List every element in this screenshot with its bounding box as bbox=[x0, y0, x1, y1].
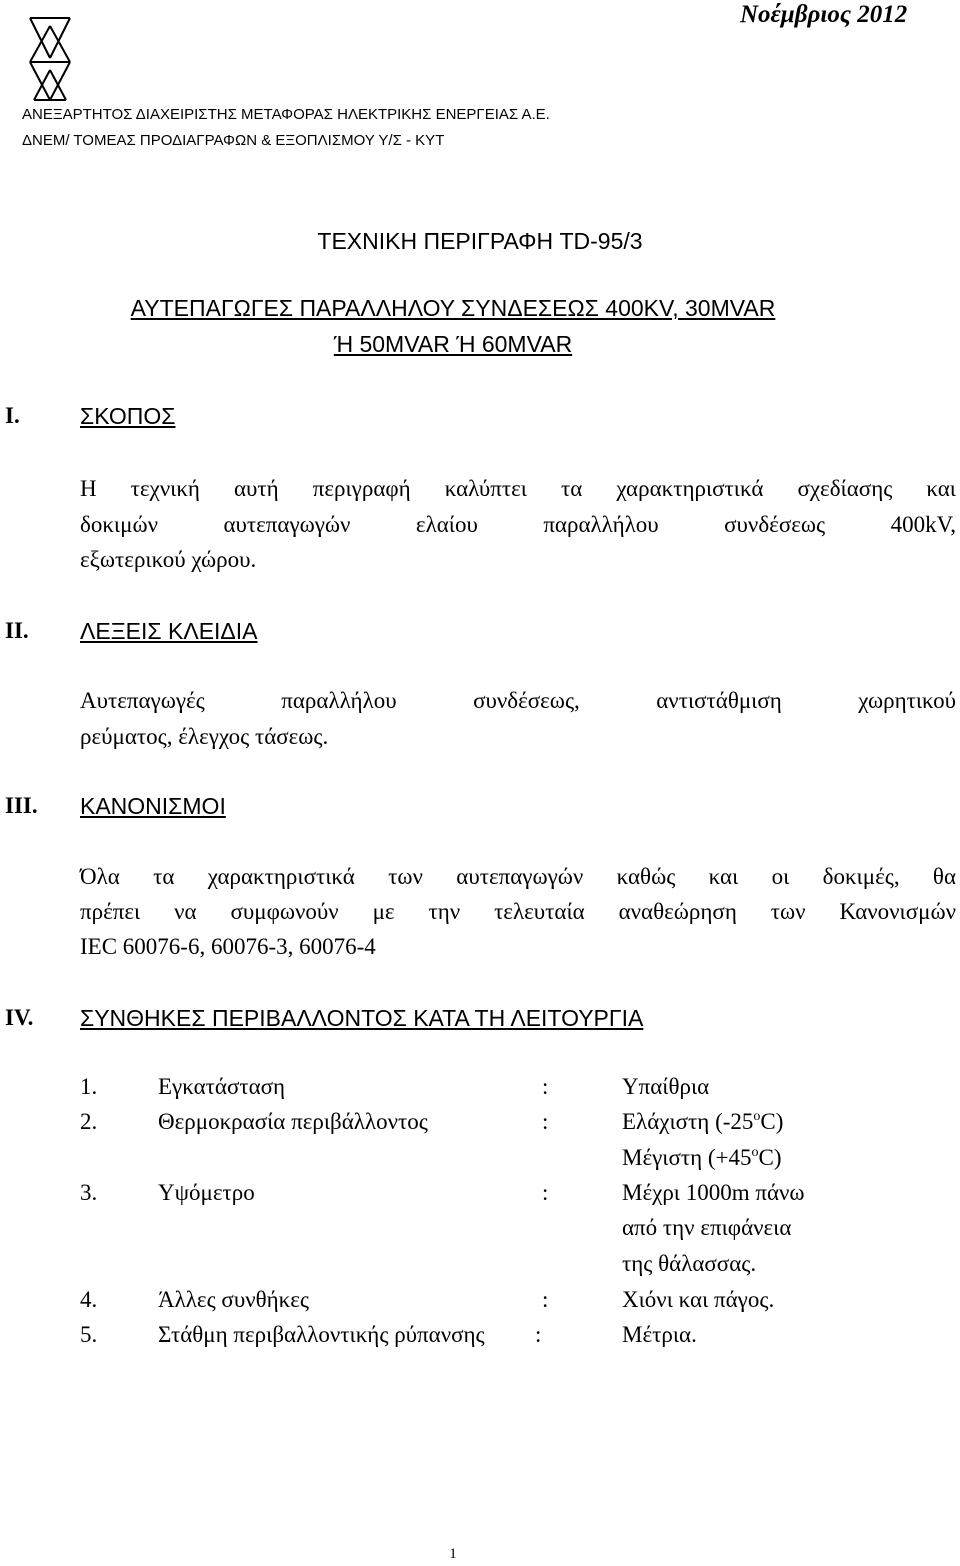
degree-superscript: ο bbox=[751, 1145, 759, 1160]
department-name: ΔΝΕΜ/ ΤΟΜΕΑΣ ΠΡΟΔΙΑΓΡΑΦΩΝ & ΕΞΟΠΛΙΣΜΟΥ Υ/Σ - ΚΥΤ bbox=[22, 132, 445, 149]
section-2-title: ΛΕΞΕΙΣ ΚΛΕΙΔΙΑ bbox=[80, 618, 258, 644]
condition-value-line: από την επιφάνεια bbox=[622, 1215, 792, 1240]
condition-value-line: της θάλασσας. bbox=[622, 1251, 757, 1276]
section-3-text-line: πρέπει να συμφωνούν με την τελευταία αναθεώρηση των Κανονισμών bbox=[80, 899, 956, 924]
condition-number: 1. bbox=[80, 1074, 98, 1099]
condition-colon: : bbox=[542, 1109, 549, 1134]
document-date: Νοέμβριος 2012 bbox=[740, 1, 908, 28]
section-2-number: II. bbox=[5, 618, 29, 643]
condition-value-min bbox=[622, 1107, 783, 1137]
condition-colon: : bbox=[535, 1322, 542, 1347]
condition-value-unit: C) bbox=[760, 1109, 784, 1134]
condition-label: Άλλες συνθήκες bbox=[158, 1287, 310, 1312]
condition-value: Υπαίθρια bbox=[622, 1074, 710, 1099]
document-subtitle-line1: ΑΥΤΕΠΑΓΩΓΕΣ ΠΑΡΑΛΛΗΛΟΥ ΣΥΝΔΕΣΕΩΣ 400KV, 30MVAR bbox=[130, 295, 776, 321]
section-1-text-line: Η τεχνική αυτή περιγραφή καλύπτει τα χαρακτηριστικά σχεδίασης και bbox=[80, 476, 956, 501]
section-1-text-line: δοκιμών αυτεπαγωγών ελαίου παραλλήλου συνδέσεως 400kV, bbox=[80, 512, 956, 537]
condition-value: Μέτρια. bbox=[622, 1322, 697, 1347]
company-logo bbox=[22, 14, 78, 104]
condition-value-unit: C) bbox=[758, 1145, 782, 1170]
section-3-text-line: Όλα τα χαρακτηριστικά των αυτεπαγωγών καθώς και οι δοκιμές, θα bbox=[80, 864, 956, 889]
condition-label: Θερμοκρασία περιβάλλοντος bbox=[158, 1109, 428, 1134]
section-1-title: ΣΚΟΠΟΣ bbox=[80, 403, 176, 429]
document-subtitle-line2: Ή 50MVAR Ή 60MVAR bbox=[333, 331, 573, 357]
condition-value: Χιόνι και πάγος. bbox=[622, 1287, 775, 1312]
section-1-number: I. bbox=[5, 403, 20, 428]
section-3-title: ΚΑΝΟΝΙΣΜΟΙ bbox=[80, 793, 226, 819]
section-3-number: III. bbox=[5, 793, 38, 818]
condition-number: 5. bbox=[80, 1322, 98, 1347]
condition-value-line: Μέχρι 1000m πάνω bbox=[622, 1180, 805, 1205]
condition-label: Στάθμη περιβαλλοντικής ρύπανσης bbox=[158, 1322, 485, 1347]
condition-value-max bbox=[622, 1143, 782, 1173]
condition-value-text: Ελάχιστη (-25 bbox=[622, 1109, 754, 1134]
condition-colon: : bbox=[542, 1287, 549, 1312]
condition-colon: : bbox=[542, 1180, 549, 1205]
section-2-text-line: Αυτεπαγωγές παραλλήλου συνδέσεως, αντιστάθμιση χωρητικού bbox=[80, 688, 956, 713]
condition-number: 3. bbox=[80, 1180, 98, 1205]
section-4-title: ΣΥΝΘΗΚΕΣ ΠΕΡΙΒΑΛΛΟΝΤΟΣ ΚΑΤΑ ΤΗ ΛΕΙΤΟΥΡΓΙΑ bbox=[80, 1005, 644, 1031]
section-1-text-line: εξωτερικού χώρου. bbox=[80, 547, 257, 572]
section-4-number: IV. bbox=[5, 1005, 34, 1030]
condition-colon: : bbox=[542, 1074, 549, 1099]
condition-number: 2. bbox=[80, 1109, 98, 1134]
document-title: ΤΕΧΝΙΚΗ ΠΕΡΙΓΡΑΦΗ TD-95/3 bbox=[317, 228, 643, 254]
section-2-text-line: ρεύματος, έλεγχος τάσεως. bbox=[80, 724, 329, 749]
condition-label: Εγκατάσταση bbox=[158, 1074, 286, 1099]
degree-superscript: ο bbox=[753, 1109, 761, 1124]
condition-value-text: Μέγιστη (+45 bbox=[622, 1145, 752, 1170]
section-3-text-line: IEC 60076-6, 60076-3, 60076-4 bbox=[80, 934, 376, 959]
page-number: 1 bbox=[449, 1546, 457, 1562]
condition-label: Υψόμετρο bbox=[158, 1180, 255, 1205]
condition-number: 4. bbox=[80, 1287, 98, 1312]
organization-name: ΑΝΕΞΑΡΤΗΤΟΣ ΔΙΑΧΕΙΡΙΣΤΗΣ ΜΕΤΑΦΟΡΑΣ ΗΛΕΚΤΡΙΚΗΣ ΕΝΕΡΓΕΙΑΣ Α.Ε. bbox=[22, 106, 550, 123]
